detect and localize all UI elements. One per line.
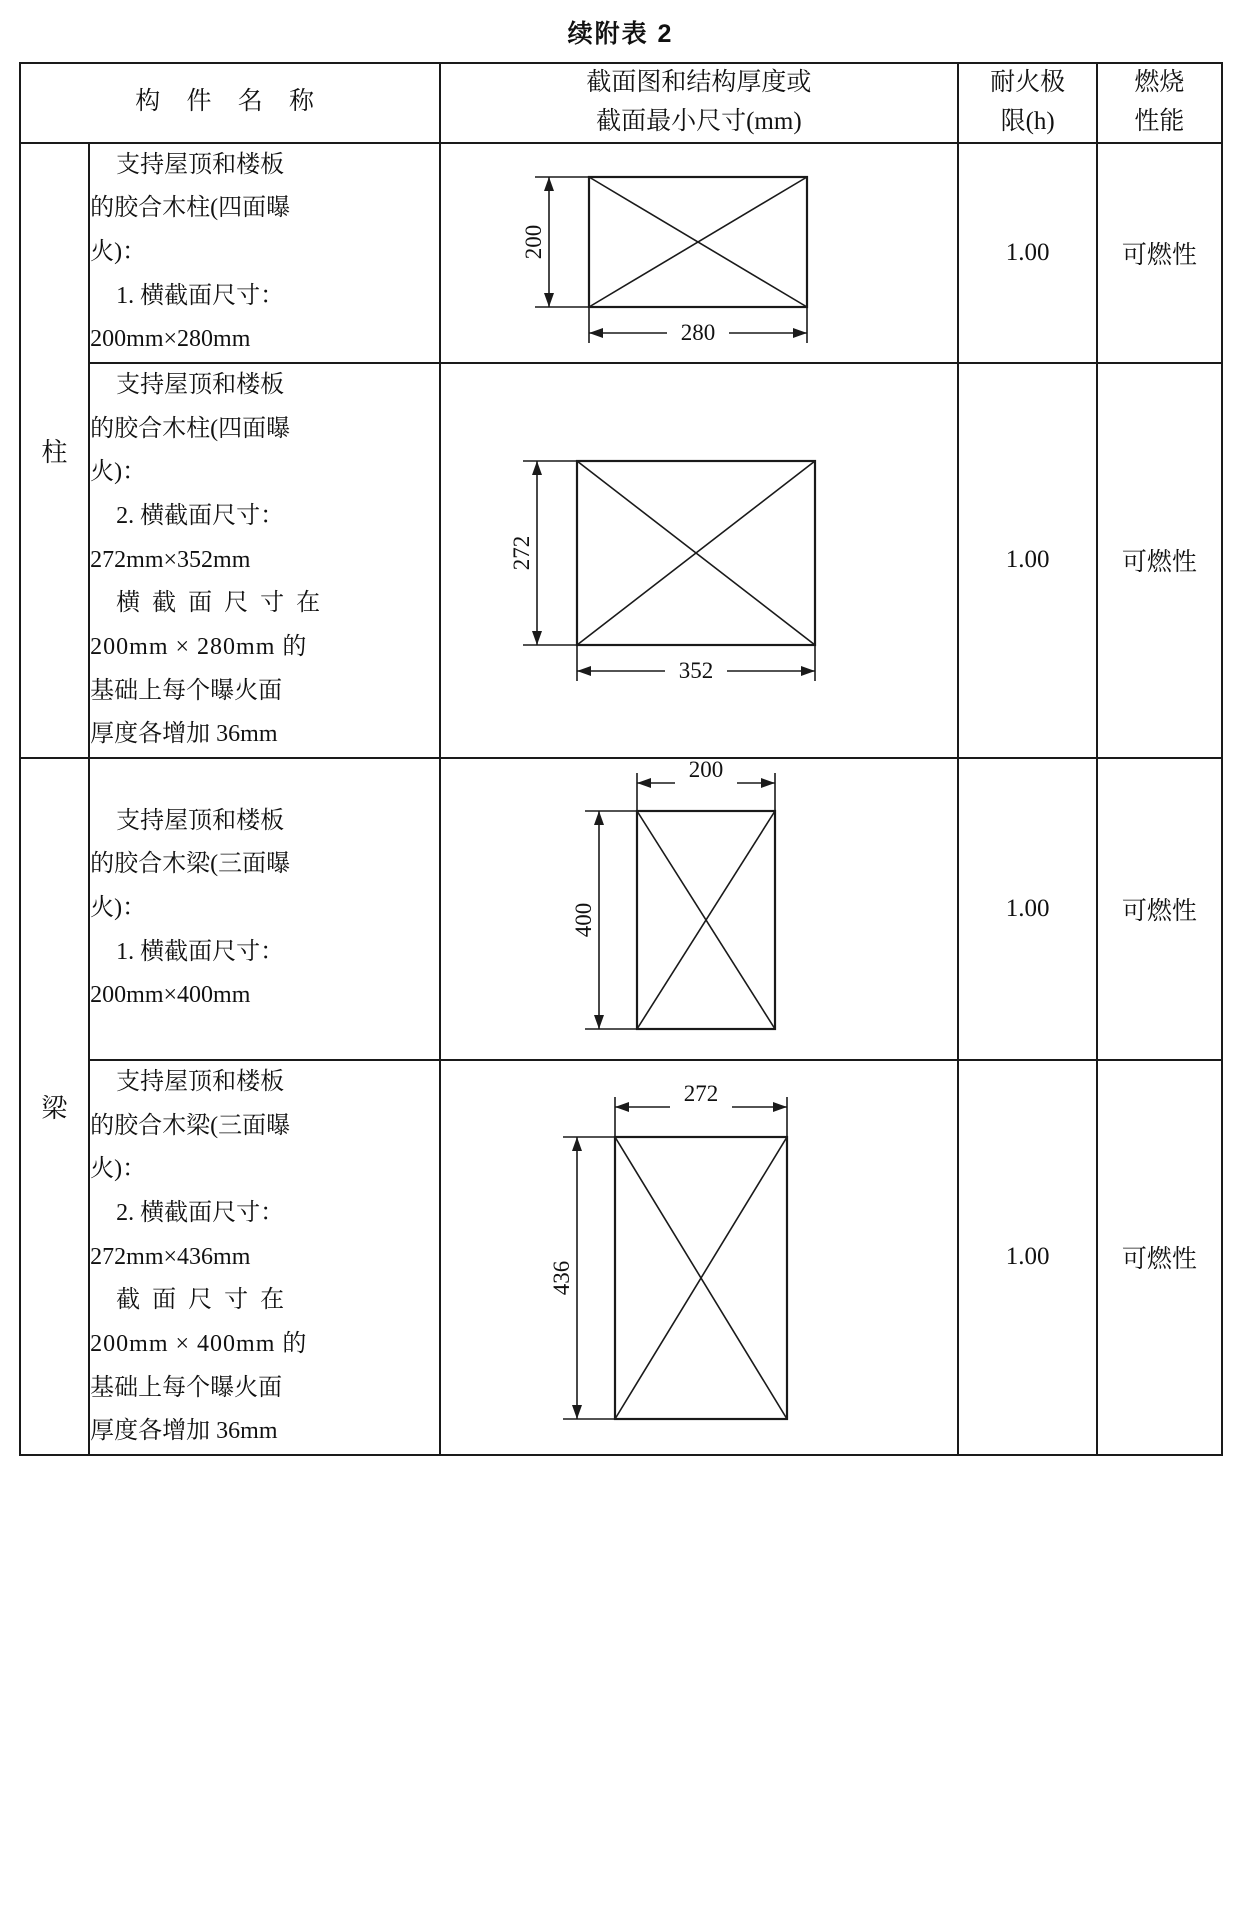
cross-section-diagram <box>489 435 909 685</box>
dim-width-label: 200 <box>688 758 724 782</box>
description-cell: 支持屋顶和楼板 的胶合木柱(四面曝 火)： 1. 横截面尺寸： 200mm×280mm <box>89 143 440 363</box>
dim-height-label: 272 <box>508 536 534 571</box>
category-cell-column: 柱 <box>20 143 90 758</box>
section-figure-cell <box>440 1060 958 1455</box>
section-figure-cell <box>440 758 958 1060</box>
cross-section-diagram <box>489 155 909 350</box>
fire-rating-cell: 1.00 <box>958 1060 1097 1455</box>
dim-width-label: 352 <box>678 658 714 684</box>
table-header-row <box>20 63 1222 143</box>
dim-width-label: 272 <box>683 1081 719 1107</box>
page-title: 续附表 2 <box>567 20 674 48</box>
description-cell: 支持屋顶和楼板 的胶合木梁(三面曝 火)： 1. 横截面尺寸： 200mm×400mm <box>89 758 440 1060</box>
dim-height-label: 436 <box>548 1261 574 1296</box>
section-figure-cell <box>440 363 958 758</box>
combustibility-cell: 可燃性 <box>1097 1060 1221 1455</box>
header-combustibility: 燃烧 性能 <box>1097 63 1221 143</box>
cross-section-diagram <box>489 759 909 1059</box>
table-row <box>20 363 1222 758</box>
combustibility-cell: 可燃性 <box>1097 363 1221 758</box>
section-figure-cell <box>440 143 958 363</box>
description-cell: 支持屋顶和楼板 的胶合木梁(三面曝 火)： 2. 横截面尺寸： 272mm×436mm 截 面 尺 寸 在 200mm × 400mm 的 基础上每个曝火面 厚度各增加 36mm <box>89 1060 440 1455</box>
fire-rating-cell: 1.00 <box>958 363 1097 758</box>
table-row <box>20 1060 1222 1455</box>
fire-rating-cell: 1.00 <box>958 143 1097 363</box>
fire-rating-cell: 1.00 <box>958 758 1097 1060</box>
document-page <box>0 14 1241 1916</box>
header-fire-rating: 耐火极 限(h) <box>958 63 1097 143</box>
header-section-figure: 截面图和结构厚度或 截面最小尺寸(mm) <box>440 63 958 143</box>
dim-height-label: 200 <box>520 224 546 260</box>
category-cell-beam: 梁 <box>20 758 90 1455</box>
cross-section-diagram <box>489 1077 909 1437</box>
dim-height-label: 400 <box>570 902 596 938</box>
combustibility-cell: 可燃性 <box>1097 143 1221 363</box>
header-component-name: 构 件 名 称 <box>20 63 440 143</box>
fire-resistance-table <box>19 62 1223 1456</box>
dim-width-label: 280 <box>680 320 716 346</box>
table-row <box>20 143 1222 363</box>
description-cell: 支持屋顶和楼板 的胶合木柱(四面曝 火)： 2. 横截面尺寸： 272mm×352mm 横 截 面 尺 寸 在 200mm × 280mm 的 基础上每个曝火面 厚度各增加 36mm <box>89 363 440 758</box>
combustibility-cell: 可燃性 <box>1097 758 1221 1060</box>
table-row <box>20 758 1222 1060</box>
